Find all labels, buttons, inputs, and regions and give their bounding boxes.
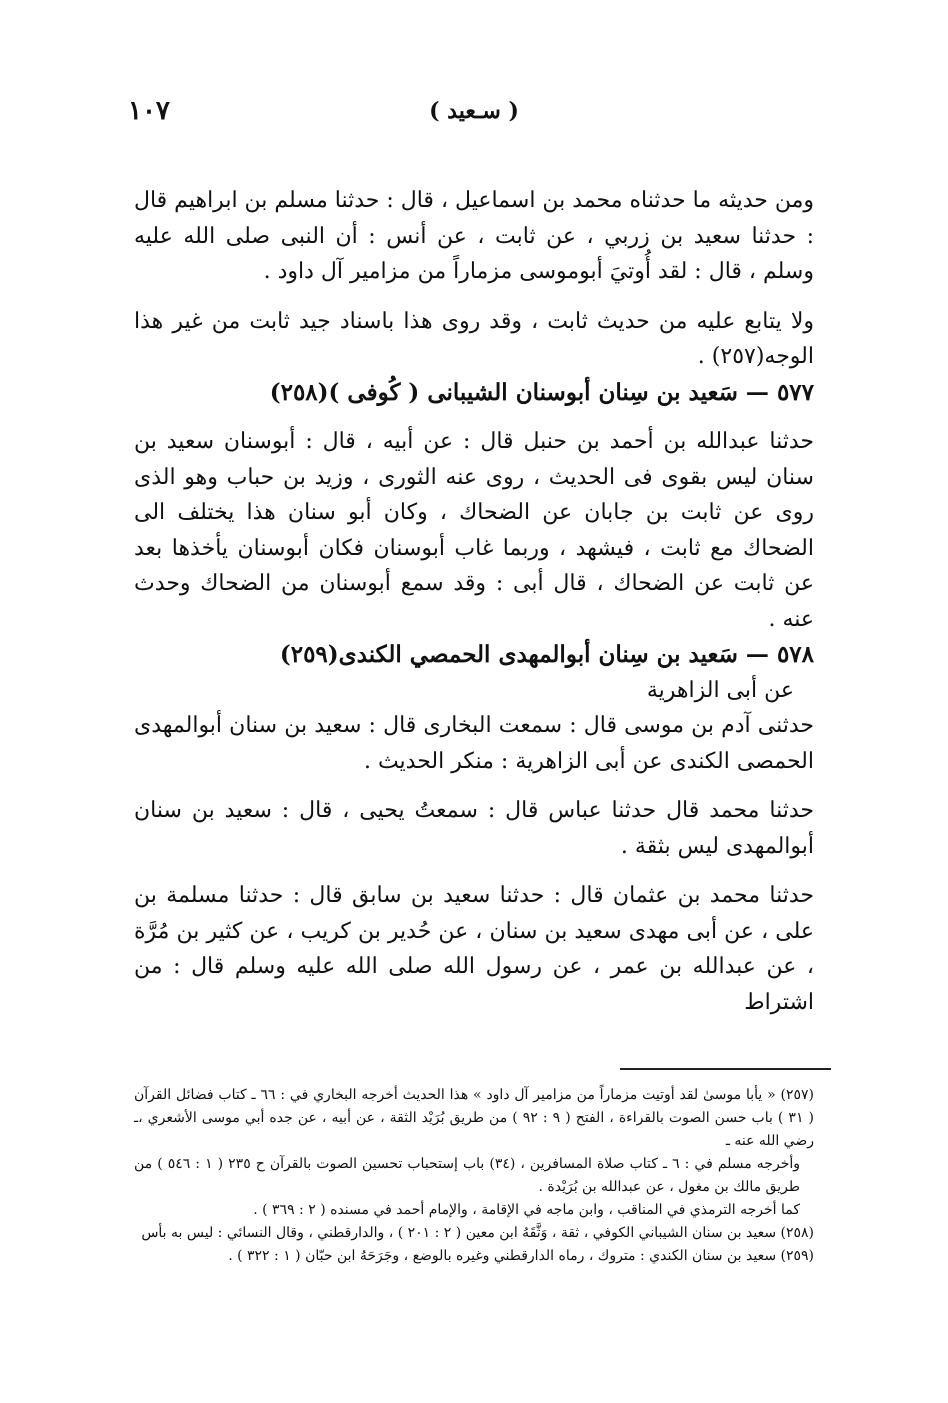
page-number: ١٠٧: [128, 96, 170, 126]
footnotes: [134, 1084, 814, 1268]
footnote-259: (٢٥٩) سعيد بن سنان الكندي : متروك ، رماه الدارقطني وغيره بالوضع ، وجَرَحَهُ ابن حبّان ( ١ : ٣٢٢ ) .: [228, 1248, 814, 1264]
paragraph: حدثنا عبدالله بن أحمد بن حنبل قال : عن أبيه ، قال : أبوسنان سعيد بن سنان ليس بقوى فى الحديث ، روى عنه الثورى ، وزيد بن حباب وهو الذى روى عن ثابت بن جابان عن الضحاك ، وكان أبو سنان هذا يختلف الى الضحاك مع ثابت ، فيشهد ، وربما غاب أبوسنان فكان أبوسنان يأخذها بعد عن ثابت عن الضحاك ، قال أبى : وقد سمع أبوسنان من الضحاك وحدث عنه .: [134, 429, 814, 632]
paragraph: ولا يتابع عليه من حديث ثابت ، وقد روى هذا باسناد جيد ثابت من غير هذا الوجه(٢٥٧) .: [134, 308, 814, 369]
footnote-257-continued: كما أخرجه الترمذي في المناقب ، وابن ماجه في الإقامة ، والإمام أحمد في مسنده ( ٢ : ٣٦٩ ) .: [253, 1202, 800, 1218]
running-header: ( سـعيد ): [429, 98, 519, 124]
paragraph: ومن حديثه ما حدثناه محمد بن اسماعيل ، قال : حدثنا مسلم بن ابراهيم قال : حدثنا سعيد بن زربي ، عن ثابت ، عن أنس : أن النبى صلى الله عليه وسلم ، قال : لقد أُوتيَ أبوموسى مزماراً من مزامير آل داود .: [133, 188, 814, 284]
footnote-257: (٢٥٧) « يأبا موسىٰ لقد أوتيت مزماراً من مزامير آل داود » هذا الحديث أخرجه البخاري في : ٦٦ ـ كتاب فضائل القرآن ( ٣١ ) باب حسن الصوت بالقراءة ، الفتح ( ٩ : ٩٢ ) من طريق بُرَيْد الثقة ، عن أبيه ، عن جده أبي موسى الأشعري ،ـ رضي الله عنه ـ: [134, 1087, 814, 1149]
paragraph: حدثنا محمد بن عثمان قال : حدثنا سعيد بن سابق قال : حدثنا مسلمة بن على ، عن أبى مهدى سعيد بن سنان ، عن حُدير بن كريب ، عن كثير بن مُرَّة ، عن عبدالله بن عمر ، عن رسول الله صلى الله عليه وسلم قال : من اشتراط: [134, 883, 814, 1015]
entry-heading-577: ٥٧٧ — سَعيد بن سِنان أبوسنان الشيبانى ( كُوفى )(٢٥٨): [269, 378, 814, 406]
footnote-258: (٢٥٨) سعيد بن سنان الشيباني الكوفي ، ثقة ، وَثَّقَهُ ابن معين ( ٢ : ٢٠١ ) ، والدارقطني ، وقال النسائي : ليس به بأس: [141, 1225, 814, 1241]
paragraph: حدثنى آدم بن موسى قال : سمعت البخارى قال : سعيد بن سنان أبوالمهدى الحمصى الكندى عن أبى الزاهرية : منكر الحديث .: [134, 713, 814, 774]
paragraph: عن أبى الزاهرية: [646, 677, 794, 703]
entry-heading-578: ٥٧٨ — سَعيد بن سِنان أبوالمهدى الحمصي الكندى(٢٥٩): [279, 641, 814, 668]
footnote-divider: [620, 1068, 831, 1070]
footnote-257-continued: وأخرجه مسلم في : ٦ ـ كتاب صلاة المسافرين ، (٣٤) باب إستحباب تحسين الصوت بالقرآن ح ٢٣٥ ( ١ : ٥٤٦ ) من طريق مالك بن مغول ، عن عبدالله بن بُرَيْدة .: [134, 1156, 800, 1195]
paragraph: حدثنا محمد قال حدثنا عباس قال : سمعتُ يحيى ، قال : سعيد بن سنان أبوالمهدى ليس بثقة .: [134, 798, 814, 859]
main-text: [134, 183, 814, 1020]
